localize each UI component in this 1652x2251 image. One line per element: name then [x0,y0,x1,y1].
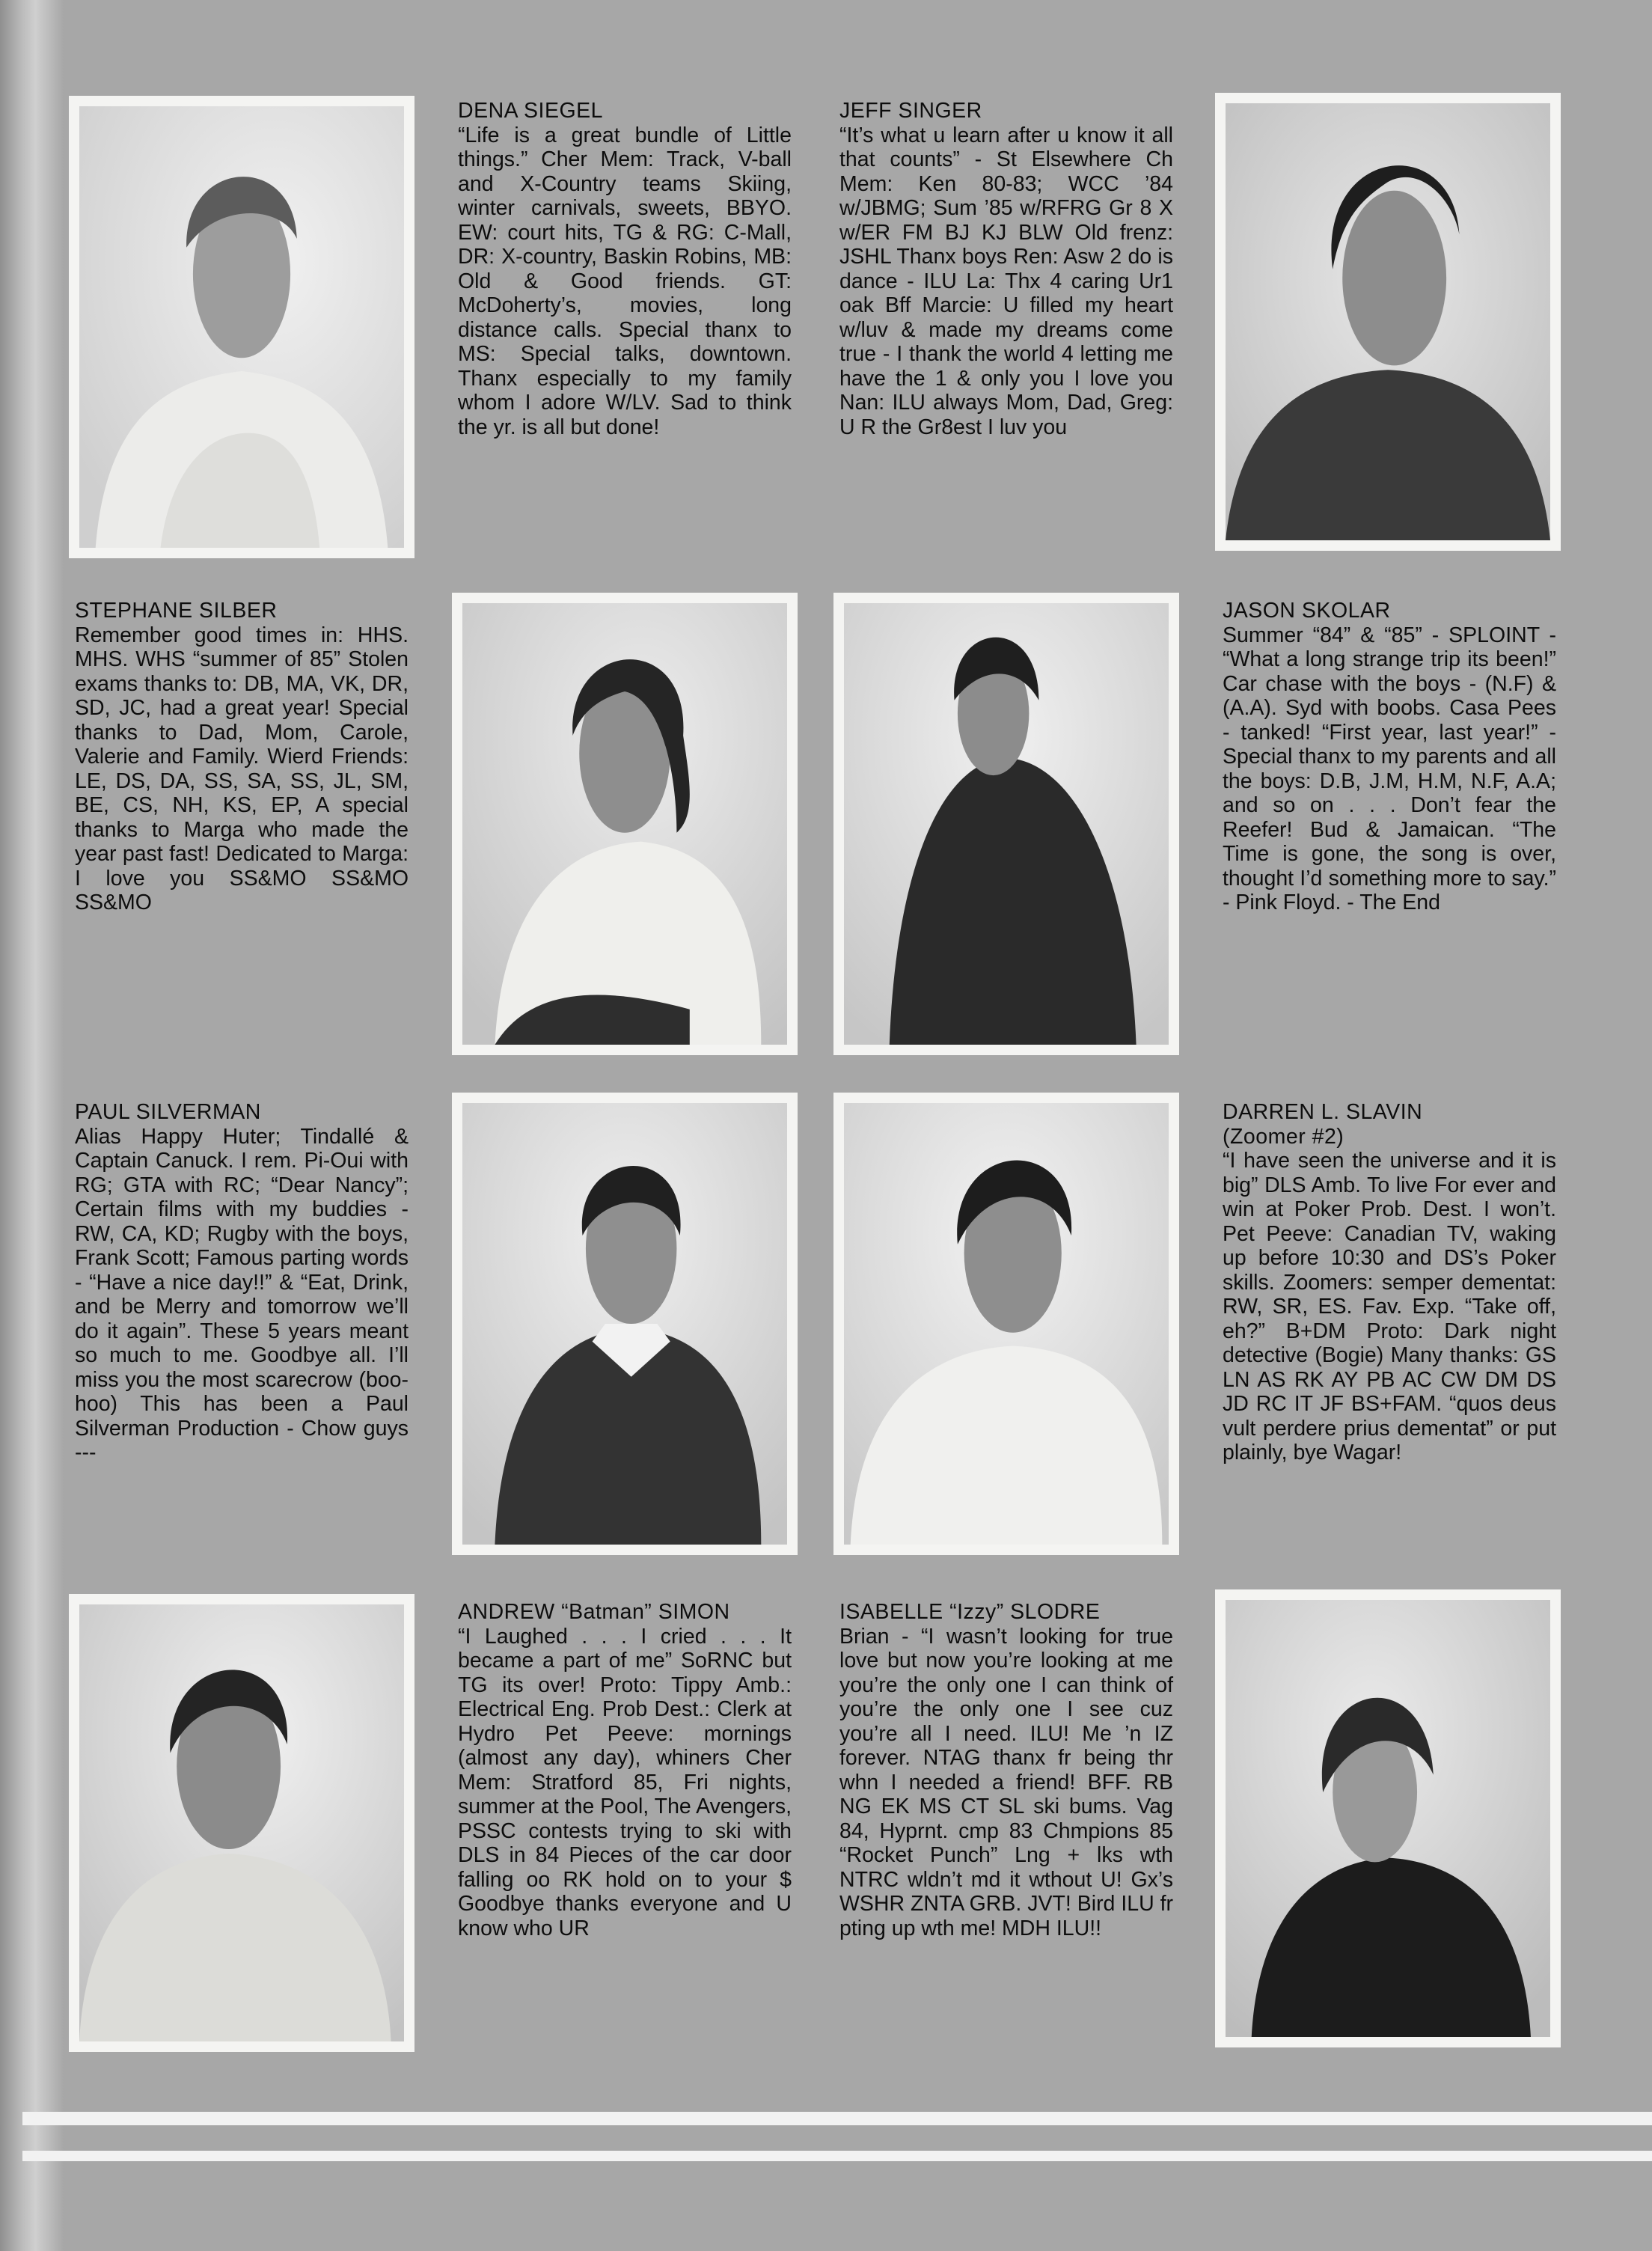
student-name: DENA SIEGEL [458,99,603,123]
student-bio: “It’s what u learn after u know it all that counts” - St Elsewhere Ch Mem: Ken 80-83; WCC ’84 w/JBMG; Sum ’85 w/RFRG Gr 8 X w/ER FM BJ KJ BLW Old frenz: JSHL Thanx boys Ren: Asw 2 do is dance - ILU La: Thx 4 caring Ur1 oak Bff Marcie: U filled my heart w/luv & made my dreams come true - I thank the world 4 letting me have the 1 & only you I love you Nan: ILU always Mom, Dad, Greg: U R the Gr8est I luv you [839,123,1173,439]
student-bio: “I have seen the universe and it is big” DLS Amb. To live For ever and win at Poker Prob. Dest. I won’t. Pet Peeve: Canadian TV, waking up before 10:30 and DS’s Poker skills. Zoomers: semper dementat: RW, SR, ES. Fav. Exp. “Take off, eh?” B+DM Proto: Dark night detective (Bogie) Many thanks: GS LN AS RK AY PB AC CW DM DS JD RC IT JF BS+FAM. “quos deus vult perdere prius dementat” or put plainly, bye Wagar! [1223,1149,1556,1464]
student-bio: “I Laughed . . . I cried . . . It became a part of me” SoRNC but TG its over! Proto: Tippy Amb.: Electrical Eng. Prob Dest.: Clerk at Hydro Pet Peeve: mornings (almost any day), whiners Cher Mem: Stratford 85, Fri nights, summer at the Pool, The Avengers, PSSC contests trying to ski with DLS in 84 Pieces of the car door falling oo RK hold on to your $ Goodbye thanks everyone and U know who UR [458,1624,792,1940]
student-bio: Brian - “I wasn’t looking for true love but now you’re looking at me you’re the only one I can think of you’re the only one I see cuz you’re all I need. ILU! Me ’n IZ forever. NTAG thanx fr being thr whn I needed a friend! BFF. RB NG EK MS CT SL ski bums. Vag 84, Hyprnt. cmp 83 Chmpions 85 “Rocket Punch” Lng + lks wth NTRC wldn’t md it wthout U! Gx’s WSHR ZNTA GRB. JVT! Bird ILU fr pting up wth me! MDH ILU!! [839,1624,1174,1940]
student-name: PAUL SILVERMAN [75,1100,261,1124]
student-name: ISABELLE “Izzy” SLODRE [839,1600,1101,1624]
student-name: JEFF SINGER [839,99,982,123]
bio-andrew-simon [458,1600,792,1940]
student-bio: “Life is a great bundle of Little things.” Cher Mem: Track, V-ball and X-Country teams Skiing, winter carnivals, sweets, BBYO. EW: court hits, TG & RG: C-Mall, DR: X-country, Baskin Robins, MB: Old & Good friends. GT: McDoherty’s, movies, long distance calls. Special thanx to MS: Special talks, downtown. Thanx especially to my family whom I adore W/LV. Sad to think the yr. is all but done! [458,123,792,439]
bio-jason-skolar [1223,599,1556,915]
student-name: ANDREW “Batman” SIMON [458,1600,730,1624]
portrait-stephane-silber [452,593,798,1055]
bio-jeff-singer [839,99,1173,439]
student-nickname: (Zoomer #2) [1223,1124,1344,1149]
bio-darren-slavin [1223,1100,1556,1465]
bio-dena-siegel [458,99,792,439]
bio-isabelle-slodre [839,1600,1173,1940]
portrait-jeff-singer [1215,93,1561,551]
student-name: DARREN L. SLAVIN [1223,1100,1423,1124]
student-name: STEPHANE SILBER [75,599,278,623]
student-bio: Remember good times in: HHS. MHS. WHS “summer of 85” Stolen exams thanks to: DB, MA, VK, DR, SD, JC, had a great year! Special thanks to Dad, Mom, Carole, Valerie and Family. Wierd Friends: LE, DS, DA, SS, SA, SS, JL, SM, BE, CS, NH, KS, EP, A special thanks to Marga who made the year past fast! Dedicated to Marga: I love you SS&MO SS&MO SS&MO [75,623,409,914]
portrait-jason-skolar [833,593,1179,1055]
student-bio: Alias Happy Huter; Tindallé & Captain Canuck. I rem. Pi-Oui with RG; GTA with RC; “Dear Nancy”; Certain films with my buddies - RW, CA, KD; Rugby with the boys, Frank Scott; Famous parting words - “Have a nice day!!” & “Eat, Drink, and be Merry and tomorrow we’ll do it again”. These 5 years meant so much to me. Goodbye all. I’ll miss you the most scarecrow (boo-hoo) This has been a Paul Silverman Production - Chow guys --- [75,1124,409,1464]
portrait-dena-siegel [69,96,414,558]
bio-stephane-silber [75,599,409,915]
portrait-isabelle-slodre [1215,1589,1561,2047]
portrait-andrew-simon [69,1594,414,2052]
portrait-darren-slavin [833,1093,1179,1555]
bio-paul-silverman [75,1100,409,1465]
divider-rule-bottom [22,2151,1652,2161]
student-bio: Summer “84” & “85” - SPLOINT - “What a long strange trip its been!” Car chase with the boys - (N.F) & (A.A). Syd with boobs. Casa Pees - tanked! “First year, last year!” - Special thanx to my parents and all the boys: D.B, J.M, H.M, N.F, A.A; and so on . . . Don’t fear the Reefer! Bud & Jamaican. “The Time is gone, the song is over, thought I’d something more to say.” - Pink Floyd. - The End [1223,623,1556,914]
portrait-paul-silverman [452,1093,798,1555]
divider-rule-top [22,2112,1652,2125]
student-name: JASON SKOLAR [1223,599,1391,623]
page-binding-edge [0,0,64,2251]
